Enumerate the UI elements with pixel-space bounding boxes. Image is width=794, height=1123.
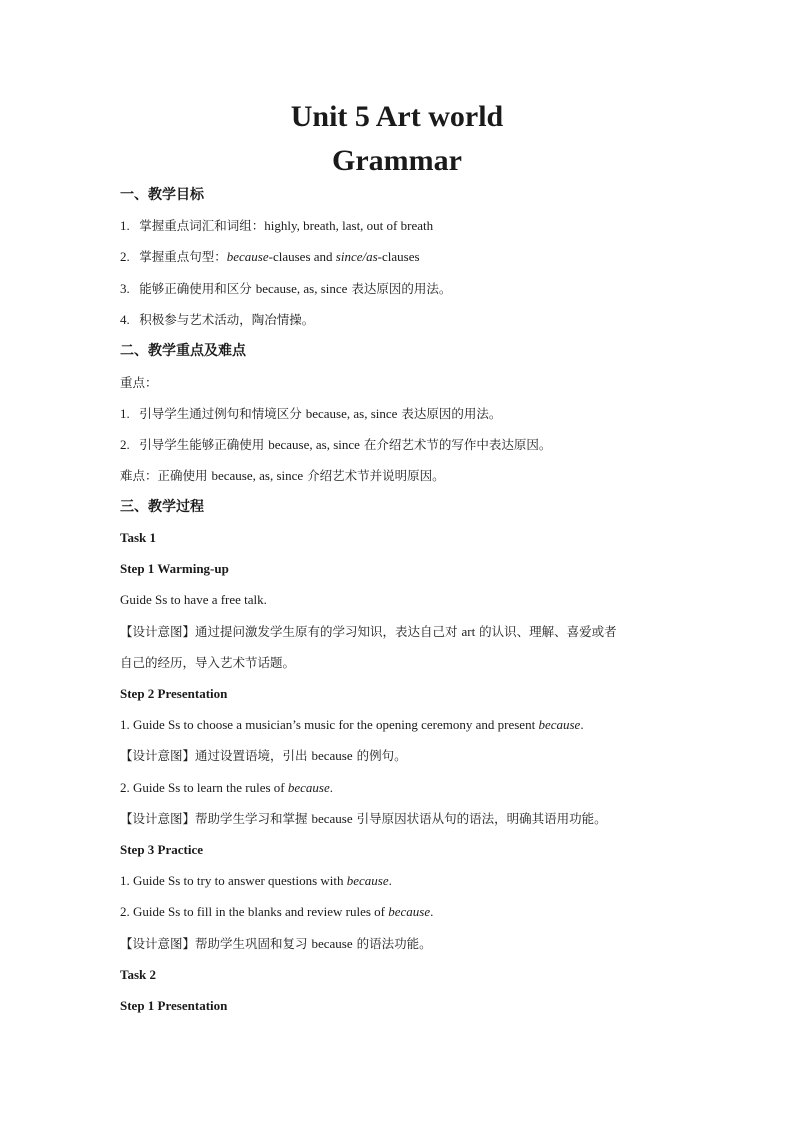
italic-term: because: [287, 780, 330, 795]
section-heading-process: 三、教学过程: [120, 499, 204, 515]
item-text-zh: 在介绍艺术节的写作中表达原因。: [359, 437, 552, 452]
item-text-en: highly, breath, last, out of breath: [264, 218, 434, 233]
item-text-zh: 【设计意图】帮助学生学习和掌握: [120, 811, 312, 826]
difficulty-line: [120, 466, 680, 486]
step-text: [120, 778, 680, 798]
item-text-en: 2. Guide Ss to learn the rules of: [120, 780, 288, 795]
punctuation: .: [329, 780, 334, 795]
step-text: [120, 902, 680, 922]
design-intent: [120, 934, 680, 954]
item-text-zh: 的认识、理解、喜爱或者: [475, 624, 617, 639]
step-text: [120, 715, 680, 735]
task-heading: Task 2: [120, 967, 157, 982]
item-number: 4.: [120, 312, 130, 327]
item-text-en: 1. Guide Ss to try to answer questions with: [120, 873, 347, 888]
item-text-en: because, as, since: [268, 437, 360, 452]
item-text-zh: 介绍艺术节并说明原因。: [303, 468, 445, 483]
item-text-en: because, as, since: [255, 281, 348, 296]
item-text-zh: 的例句。: [352, 748, 407, 763]
objective-item: [120, 310, 680, 330]
design-intent: [120, 746, 680, 766]
item-text-zh: 引导原因状语从句的语法，明确其语用功能。: [352, 811, 607, 826]
item-text-zh: 掌握重点句型：: [139, 249, 227, 264]
design-intent-continued: 自己的经历，导入艺术节话题。: [120, 655, 296, 670]
item-text-en: because: [311, 811, 353, 826]
punctuation: .: [580, 717, 584, 732]
italic-term: because: [388, 904, 431, 919]
task-heading: Task 1: [120, 530, 157, 545]
step-heading: Step 2 Presentation: [120, 686, 228, 701]
italic-term: because: [538, 717, 581, 732]
step-heading: Step 1 Presentation: [120, 998, 228, 1013]
item-text-zh: 【设计意图】通过提问激发学生原有的学习知识，表达自己对: [120, 624, 462, 639]
item-text-en: because, as, since: [305, 406, 398, 421]
objective-item: [120, 216, 680, 236]
item-number: 1.: [120, 406, 130, 421]
item-text-en: -clauses: [377, 249, 420, 264]
objective-item: [120, 279, 680, 299]
item-text-zh: 积极参与艺术活动，陶冶情操。: [139, 312, 315, 327]
item-text-zh: 【设计意图】通过设置语境，引出: [120, 748, 312, 763]
item-number: 2.: [120, 249, 130, 264]
item-number: 1.: [120, 218, 130, 233]
item-text-en: art: [461, 624, 476, 639]
design-intent: [120, 809, 680, 829]
lesson-title: Grammar: [332, 144, 462, 177]
item-text-en: because: [311, 748, 353, 763]
section-heading-objectives: 一、教学目标: [120, 187, 204, 203]
item-text-zh: 表达原因的用法。: [397, 406, 502, 421]
item-text-zh: 难点：正确使用: [120, 468, 212, 483]
step-text: Guide Ss to have a free talk.: [120, 592, 267, 607]
item-text-en: -clauses and: [268, 249, 336, 264]
item-text-en: because: [311, 936, 353, 951]
item-text-zh: 引导学生能够正确使用: [139, 437, 269, 452]
objective-item: [120, 247, 680, 267]
item-number: 2.: [120, 437, 130, 452]
italic-term: since/as: [335, 249, 378, 264]
key-point-item: [120, 404, 680, 424]
design-intent: [120, 622, 680, 642]
item-text-zh: 【设计意图】帮助学生巩固和复习: [120, 936, 312, 951]
punctuation: .: [430, 904, 434, 919]
unit-title: Unit 5 Art world: [290, 100, 504, 133]
item-text-en: 1. Guide Ss to choose a musician’s music for the opening ceremony and present: [120, 717, 539, 732]
item-text-zh: 掌握重点词汇和词组：: [139, 218, 265, 233]
italic-term: because: [226, 249, 269, 264]
italic-term: because: [346, 873, 389, 888]
step-text: [120, 871, 680, 891]
step-heading: Step 3 Practice: [120, 842, 204, 857]
item-text-zh: 表达原因的用法。: [347, 281, 452, 296]
punctuation: .: [388, 873, 392, 888]
item-text-zh: 能够正确使用和区分: [139, 281, 256, 296]
item-text-en: 2. Guide Ss to fill in the blanks and review rules of: [120, 904, 389, 919]
item-text-zh: 引导学生通过例句和情境区分: [139, 406, 306, 421]
item-text-zh: 的语法功能。: [352, 936, 432, 951]
section-heading-key-points: 二、教学重点及难点: [120, 343, 246, 359]
step-heading: Step 1 Warming-up: [120, 561, 229, 576]
key-points-label: 重点：: [120, 375, 158, 390]
item-number: 3.: [120, 281, 130, 296]
item-text-en: because, as, since: [211, 468, 304, 483]
key-point-item: [120, 435, 680, 455]
